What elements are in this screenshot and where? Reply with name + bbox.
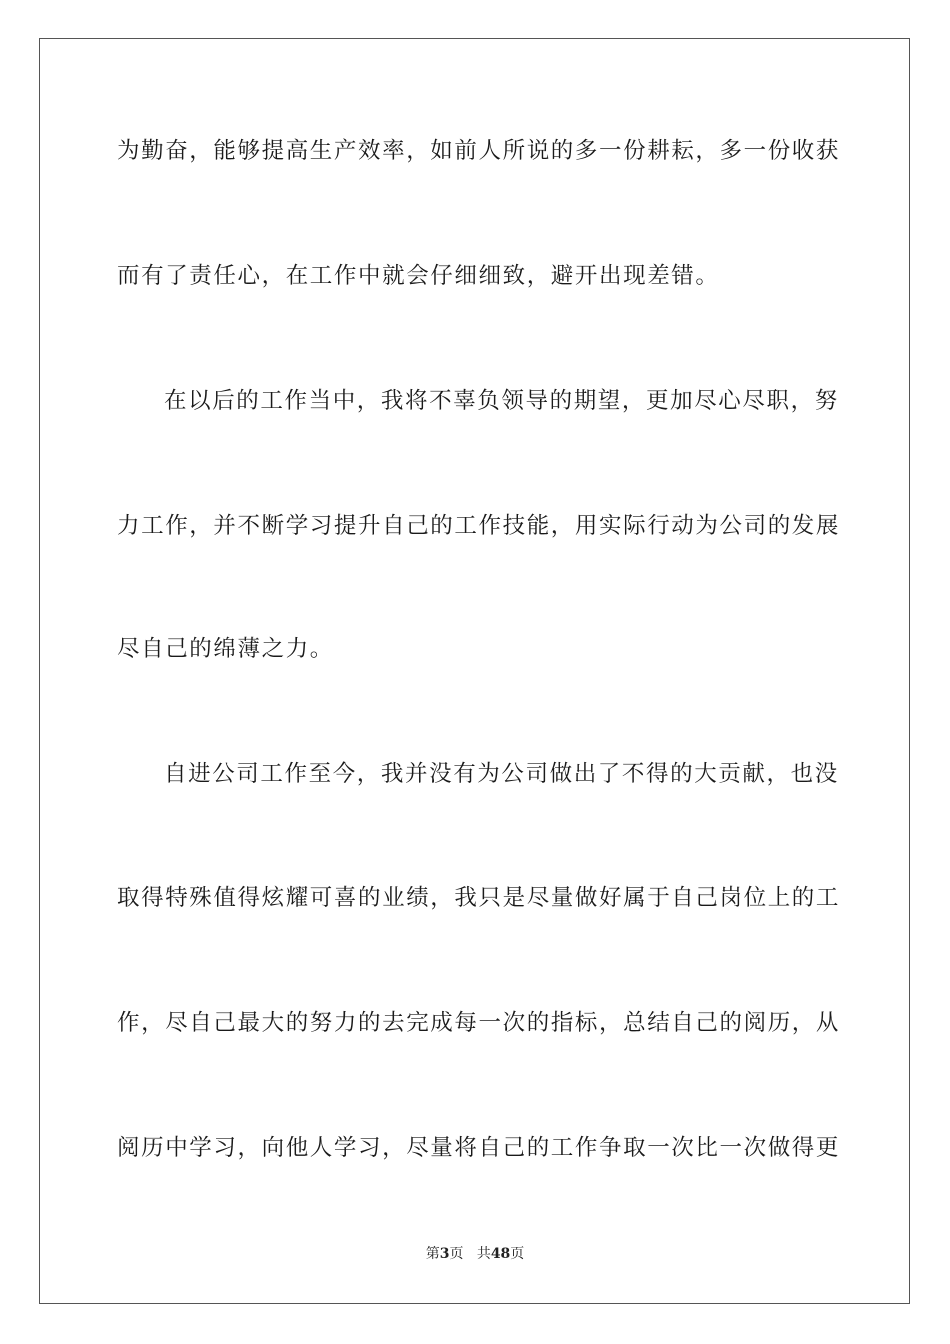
paragraph-line: 力工作，并不断学习提升自己的工作技能，用实际行动为公司的发展	[117, 513, 841, 539]
page-suffix: 页	[449, 1246, 464, 1262]
paragraph-line: 自进公司工作至今，我并没有为公司做出了不得的大贡献，也没	[164, 761, 839, 787]
paragraph-line: 作，尽自己最大的努力的去完成每一次的指标，总结自己的阅历，从	[117, 1010, 841, 1036]
total-prefix: 共	[476, 1246, 491, 1262]
page-number: 3	[439, 1246, 450, 1262]
paragraph-line: 取得特殊值得炫耀可喜的业绩，我只是尽量做好属于自己岗位上的工	[117, 885, 841, 911]
total-pages: 48	[490, 1246, 511, 1262]
page-border	[39, 38, 910, 1304]
paragraph-line: 在以后的工作当中，我将不辜负领导的期望，更加尽心尽职，努	[164, 388, 839, 414]
paragraph-line: 而有了责任心，在工作中就会仔细细致，避开出现差错。	[117, 263, 720, 289]
total-suffix: 页	[510, 1246, 525, 1262]
paragraph-line: 为勤奋，能够提高生产效率，如前人所说的多一份耕耘，多一份收获	[117, 138, 841, 164]
page-prefix: 第	[425, 1246, 440, 1262]
page-footer	[0, 1244, 950, 1264]
paragraph-line: 尽自己的绵薄之力。	[117, 636, 334, 662]
paragraph-line: 阅历中学习，向他人学习，尽量将自己的工作争取一次比一次做得更	[117, 1135, 841, 1161]
